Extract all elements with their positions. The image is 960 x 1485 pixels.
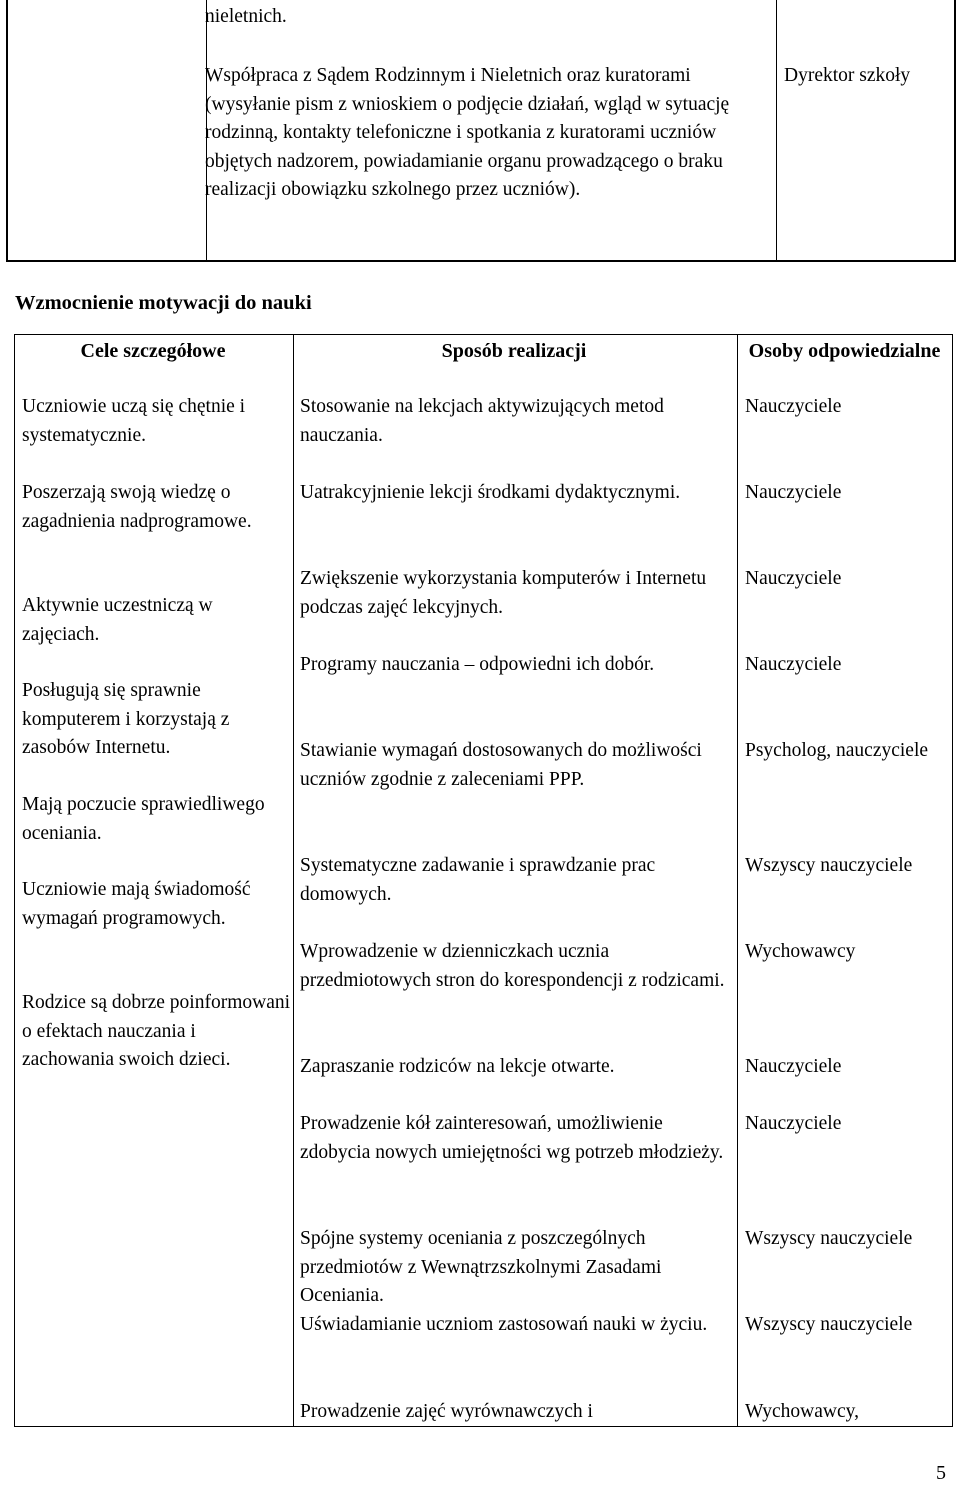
method-item: Wprowadzenie w dzienniczkach ucznia przedmiotowych stron do korespondencji z rodzicami. — [300, 941, 725, 991]
responsible-item: Wychowawcy — [745, 941, 856, 962]
goal-item: Uczniowie uczą się chętnie i systematycznie. — [22, 396, 246, 446]
method-item: Uatrakcyjnienie lekcji środkami dydaktycznymi. — [300, 482, 681, 503]
header-responsible: Osoby odpowiedzialne — [748, 340, 941, 362]
table-divider — [776, 0, 777, 260]
goal-item: Posługują się sprawnie komputerem i korzystają z zasobów Internetu. — [22, 680, 230, 759]
responsible-item: Wszyscy nauczyciele — [745, 1314, 913, 1335]
responsible-item: Nauczyciele — [745, 396, 842, 417]
method-item: Programy nauczania – odpowiedni ich dobór. — [300, 654, 655, 675]
page-number: 5 — [936, 1462, 946, 1484]
responsible-item: Nauczyciele — [745, 1056, 842, 1077]
method-item: Zapraszanie rodziców na lekcje otwarte. — [300, 1056, 615, 1077]
method-item: Prowadzenie kół zainteresowań, umożliwienie zdobycia nowych umiejętności wg potrzeb młodzieży. — [300, 1113, 724, 1163]
table-divider — [737, 335, 738, 1426]
continued-text: nieletnich. — [205, 6, 287, 27]
method-item: Prowadzenie zajęć wyrównawczych i — [300, 1401, 593, 1422]
table-divider — [293, 335, 294, 1426]
responsible-item: Nauczyciele — [745, 568, 842, 589]
responsible-item: Wszyscy nauczyciele — [745, 1228, 913, 1249]
cooperation-description: Współpraca z Sądem Rodzinnym i Nieletnich oraz kuratorami (wysyłanie pism z wnioskiem o podjęcie działań, wgląd w sytuację rodzinną, kontakty telefoniczne i spotkania z kuratorami uczniów objętych nadzorem, powiadamianie organu prowadzącego o braku realizacji obowiązku szkolnego przez uczniów). — [205, 65, 730, 201]
method-item: Stawianie wymagań dostosowanych do możliwości uczniów zgodnie z zaleceniami PPP. — [300, 740, 702, 790]
section-heading: Wzmocnienie motywacji do nauki — [15, 292, 312, 314]
method-item: Spójne systemy oceniania z poszczególnych przedmiotów z Wewnątrzszkolnymi Zasadami Oceniania. — [300, 1228, 662, 1307]
header-method: Sposób realizacji — [441, 340, 587, 362]
responsible-item: Nauczyciele — [745, 482, 842, 503]
goal-item: Uczniowie mają świadomość wymagań programowych. — [22, 879, 251, 929]
responsible-item: Psycholog, nauczyciele — [745, 740, 929, 761]
goal-item: Mają poczucie sprawiedliwego oceniania. — [22, 794, 265, 844]
goal-item: Poszerzają swoją wiedzę o zagadnienia nadprogramowe. — [22, 482, 252, 532]
method-item: Stosowanie na lekcjach aktywizujących metod nauczania. — [300, 396, 664, 446]
header-goals: Cele szczegółowe — [80, 340, 226, 362]
responsible-item: Nauczyciele — [745, 1113, 842, 1134]
responsible-item: Nauczyciele — [745, 654, 842, 675]
goal-item: Rodzice są dobrze poinformowani o efektach nauczania i zachowania swoich dzieci. — [22, 992, 291, 1071]
cooperation-responsible: Dyrektor szkoły — [784, 65, 911, 86]
method-item: Zwiększenie wykorzystania komputerów i Internetu podczas zajęć lekcyjnych. — [300, 568, 707, 618]
method-item: Systematyczne zadawanie i sprawdzanie prac domowych. — [300, 855, 656, 905]
responsible-item: Wychowawcy, — [745, 1401, 859, 1422]
method-item: Uświadamianie uczniom zastosowań nauki w życiu. — [300, 1314, 708, 1335]
responsible-item: Wszyscy nauczyciele — [745, 855, 913, 876]
goal-item: Aktywnie uczestniczą w zajęciach. — [22, 595, 213, 645]
